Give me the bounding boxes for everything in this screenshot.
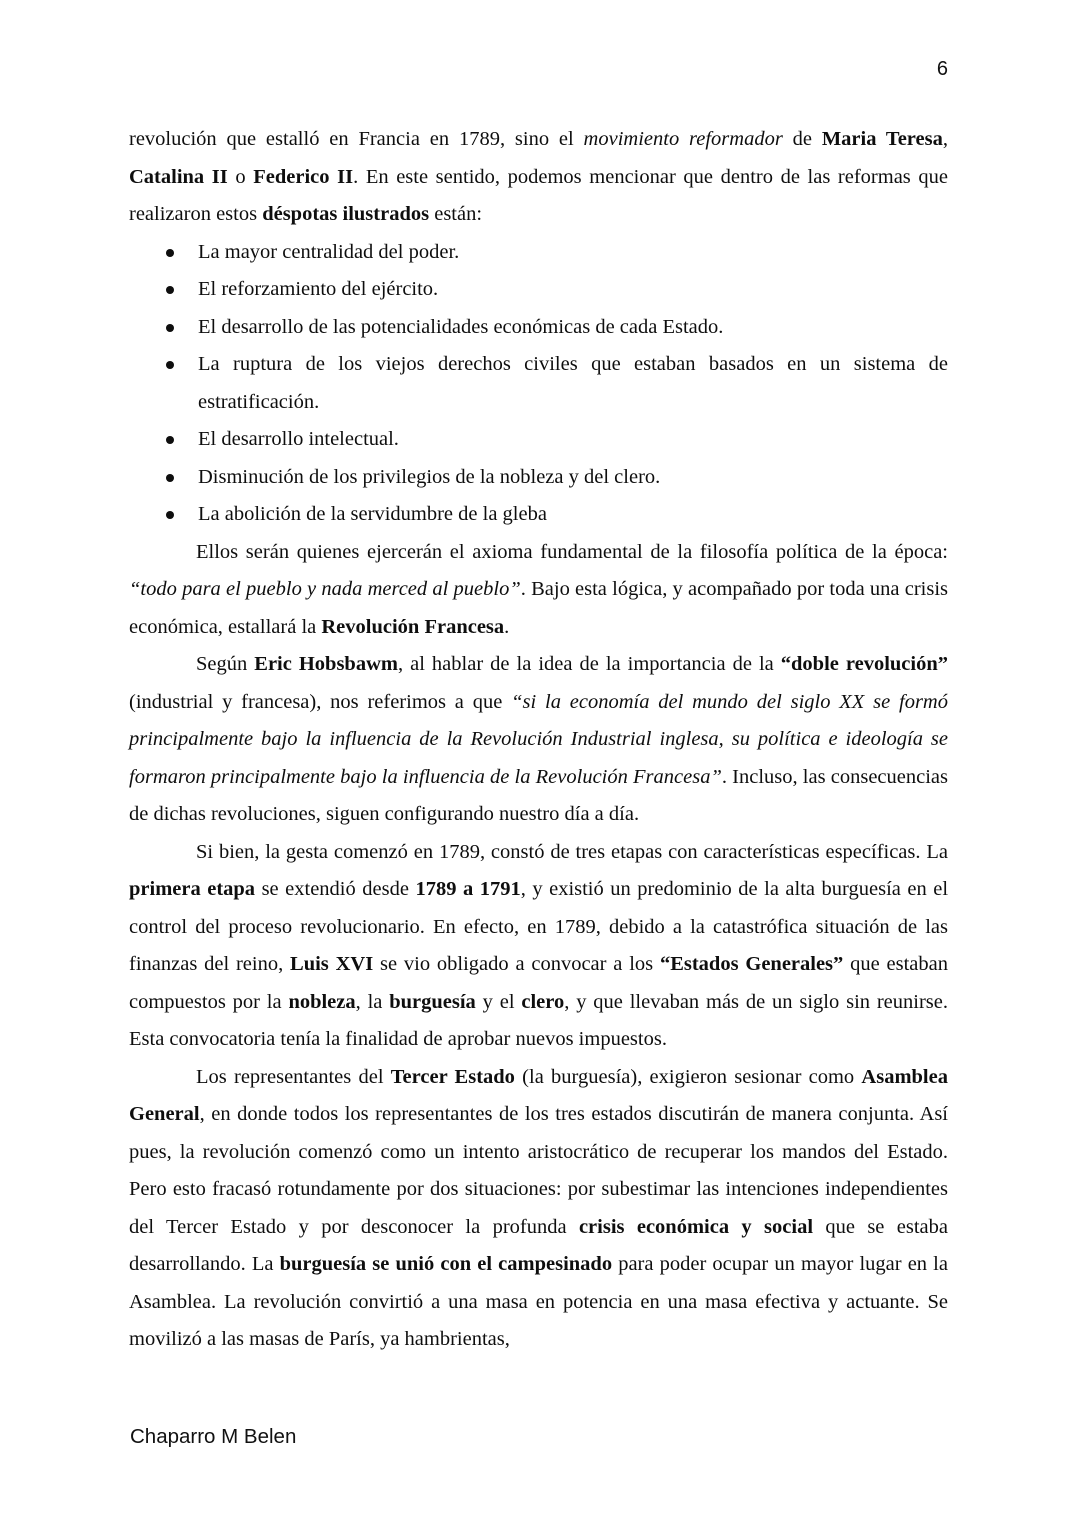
text-run: Ellos serán quienes ejercerán el axioma fundamental de la filosofía política de la época: [196, 540, 948, 563]
text-run: Catalina II [129, 165, 228, 188]
text-run: “Estados Generales” [659, 953, 844, 975]
paragraph [129, 834, 948, 1059]
text-run: 1789 a 1791 [415, 878, 521, 900]
text-run: están: [429, 203, 483, 225]
paragraph [129, 534, 948, 647]
text-run: burguesía se unió con el campesinado [279, 1253, 613, 1275]
text-run: que estaban compuestos por la [129, 953, 948, 1013]
text-run: , [942, 128, 948, 150]
bullet-item [129, 234, 948, 272]
text-run: clero [521, 990, 565, 1013]
paragraph [129, 1059, 948, 1359]
text-run: “todo para el pueblo y nada merced al pueblo” [129, 578, 521, 600]
text-run: movimiento reformador [583, 128, 783, 150]
text-run: , y existió un predominio de la alta burguesía en el control del proceso revolucionario. En efecto, en 1789, debido a la catastrófica situación de las finanzas del reino, [129, 878, 949, 975]
bullet-item [129, 421, 948, 459]
text-run: Según [196, 653, 255, 675]
text-run: . En este sentido, podemos mencionar que dentro de las reformas que realizaron estos [129, 165, 948, 225]
text-run: , la [355, 990, 390, 1013]
text-run: “doble revolución” [780, 653, 948, 675]
text-run: y el [475, 990, 522, 1013]
text-run: (industrial y francesa), nos referimos a que [129, 690, 512, 713]
text-run: Disminución de los privilegios de la nobleza y del clero. [198, 465, 661, 488]
text-run: de [782, 128, 822, 150]
text-run: Federico II [253, 165, 354, 188]
text-run: Luis XVI [290, 953, 374, 975]
text-run: para poder ocupar un mayor lugar en la Asamblea. La revolución convirtió a una masa en potencia en una masa efectiva y actuante. Se movilizó a las masas de París, ya hambrientas, [129, 1253, 948, 1350]
text-run: (la burguesía), exigieron sesionar como [514, 1065, 862, 1088]
page-number: 6 [936, 58, 948, 80]
text-run: nobleza [288, 990, 356, 1013]
text-run: déspotas ilustrados [262, 203, 430, 225]
bullet-item [129, 309, 948, 347]
text-run: “si la economía del mundo del siglo XX se formó principalmente bajo la influencia de la Revolución Industrial inglesa, su política e ideología se formaron principalmente bajo la influencia de la Revolución Francesa” [129, 690, 948, 788]
text-run: , al hablar de la idea de la importancia de la [397, 653, 781, 675]
page-footer: Chaparro M Belen [130, 1425, 297, 1448]
text-run: Maria Teresa [821, 128, 943, 150]
paragraph [129, 121, 948, 234]
text-run: se extendió desde [255, 878, 416, 900]
bullet-item [129, 459, 948, 497]
text-run: El desarrollo de las potencialidades económicas de cada Estado. [198, 315, 724, 338]
document-body [129, 121, 948, 1359]
bullet-item [129, 271, 948, 309]
text-run: crisis económica y social [578, 1215, 814, 1238]
text-run: . [504, 615, 510, 638]
text-run: , en donde todos los representantes de los tres estados discutirán de manera conjunta. Así pues, la revolución comenzó como un intento aristocrático de recuperar los mandos del Estado. Pero esto fracasó rotundamente por dos situaciones: por subestimar las intenciones independientes del Tercer Estado y por desconocer la profunda [129, 1103, 948, 1238]
text-run: Asamblea General [129, 1065, 948, 1125]
text-run: que se estaba desarrollando. La [129, 1215, 948, 1275]
text-run: El desarrollo intelectual. [198, 428, 399, 450]
text-run: burguesía [389, 990, 476, 1013]
text-run: primera etapa [129, 878, 256, 900]
paragraph [129, 646, 948, 834]
text-run: revolución que estalló en Francia en 1789, sino el [129, 128, 584, 150]
text-run: o [227, 165, 254, 188]
bullet-list [129, 234, 948, 534]
text-run: . Incluso, las consecuencias de dichas revoluciones, siguen configurando nuestro día a día. [129, 765, 948, 825]
bullet-item [129, 346, 948, 421]
text-run: se vio obligado a convocar a los [373, 953, 660, 975]
text-run: Eric Hobsbawm [254, 653, 398, 675]
text-run: Si bien, la gesta comenzó en 1789, constó de tres etapas con características específicas. La [196, 840, 948, 863]
text-run: Tercer Estado [390, 1065, 515, 1088]
text-run: La abolición de la servidumbre de la gleba [198, 503, 547, 525]
text-run: Los representantes del [196, 1065, 391, 1088]
text-run: Revolución Francesa [321, 615, 505, 638]
bullet-item [129, 496, 948, 534]
text-run: El reforzamiento del ejército. [198, 278, 439, 300]
text-run: . Bajo esta lógica, y acompañado por toda una crisis económica, estallará la [129, 578, 948, 638]
text-run: La ruptura de los viejos derechos civiles que estaban basados en un sistema de estratificación. [198, 353, 948, 413]
text-run: La mayor centralidad del poder. [198, 240, 460, 263]
text-run: , y que llevaban más de un siglo sin reunirse. Esta convocatoria tenía la finalidad de aprobar nuevos impuestos. [129, 990, 949, 1050]
